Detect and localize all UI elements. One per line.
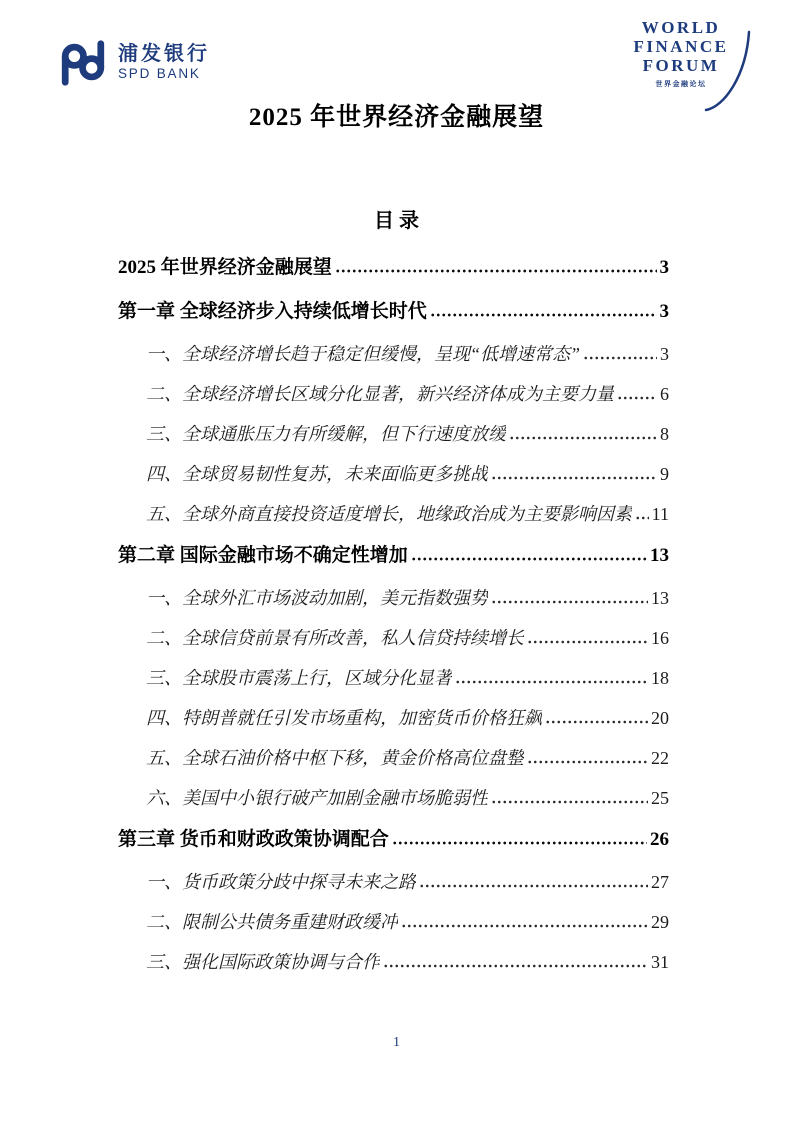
- toc-entry[interactable]: [118, 618, 669, 658]
- toc-entry[interactable]: [118, 414, 669, 454]
- toc-entry-title: 一、货币政策分歧中探寻未来之路: [146, 872, 416, 892]
- toc-entry-page-number: 6: [660, 384, 669, 404]
- toc-entry-page-number: 8: [660, 424, 669, 444]
- spd-bank-name-cn: 浦发银行: [118, 43, 210, 66]
- toc-entry-page-number: 20: [651, 708, 669, 728]
- toc-entry-page-number: 3: [659, 257, 669, 278]
- toc-leader-dots: [401, 924, 648, 928]
- toc-entry-title: 第三章 货币和财政政策协调配合: [118, 829, 389, 850]
- toc-entry-title: 一、全球经济增长趋于稳定但缓慢，呈现“低增速常态”: [146, 344, 581, 364]
- toc-leader-dots: [491, 800, 648, 804]
- toc-entry-title: 三、全球通胀压力有所缓解，但下行速度放缓: [146, 424, 506, 444]
- toc-entry-page-number: 25: [651, 788, 669, 808]
- toc-entry-title: 五、全球石油价格中枢下移，黄金价格高位盘整: [146, 748, 524, 768]
- toc-entry[interactable]: [118, 494, 669, 534]
- toc-entry[interactable]: [118, 902, 669, 942]
- toc-leader-dots: [392, 841, 647, 845]
- toc-entry-page-number: 3: [660, 344, 669, 364]
- toc-entry[interactable]: [118, 818, 669, 862]
- toc-entry-title: 二、限制公共债务重建财政缓冲: [146, 912, 398, 932]
- toc-entry[interactable]: [118, 942, 669, 982]
- toc-entry[interactable]: [118, 738, 669, 778]
- toc-entry-title: 2025 年世界经济金融展望: [118, 257, 332, 278]
- toc-heading: 目 录: [374, 210, 419, 232]
- toc-leader-dots: [491, 476, 657, 480]
- toc-leader-dots: [617, 396, 657, 400]
- toc-leader-dots: [583, 356, 657, 360]
- toc-entry-title: 四、特朗普就任引发市场重构，加密货币价格狂飙: [146, 708, 542, 728]
- toc-entry[interactable]: [118, 862, 669, 902]
- toc-entry-title: 二、全球信贷前景有所改善，私人信贷持续增长: [146, 628, 524, 648]
- toc-list: [118, 246, 669, 982]
- toc-leader-dots: [527, 760, 648, 764]
- toc-entry-title: 一、全球外汇市场波动加剧，美元指数强势: [146, 588, 488, 608]
- toc-leader-dots: [411, 557, 647, 561]
- toc-entry-title: 四、全球贸易韧性复苏，未来面临更多挑战: [146, 464, 488, 484]
- wff-logo-word-3: FORUM: [642, 56, 720, 75]
- toc-entry-page-number: 26: [650, 829, 669, 850]
- wff-logo-word-2: FINANCE: [633, 37, 729, 56]
- spd-bank-logo: [58, 40, 210, 86]
- toc-entry-page-number: 13: [651, 588, 669, 608]
- toc-leader-dots: [430, 313, 657, 317]
- toc-entry[interactable]: [118, 374, 669, 414]
- toc-entry-title: 三、强化国际政策协调与合作: [146, 952, 380, 972]
- toc-entry[interactable]: [118, 246, 669, 290]
- toc-leader-dots: [455, 680, 648, 684]
- toc-entry-title: 三、全球股市震荡上行，区域分化显著: [146, 668, 452, 688]
- world-finance-forum-logo: [624, 18, 738, 89]
- wff-logo-subtitle-cn: 世界金融论坛: [655, 80, 707, 88]
- spd-bank-logo-icon: [58, 40, 108, 86]
- toc-leader-dots: [509, 436, 657, 440]
- toc-entry-page-number: 27: [651, 872, 669, 892]
- toc-entry[interactable]: [118, 334, 669, 374]
- toc-entry-title: 二、全球经济增长区域分化显著，新兴经济体成为主要力量: [146, 384, 614, 404]
- toc-entry-title: 第一章 全球经济步入持续低增长时代: [118, 301, 427, 322]
- toc-entry[interactable]: [118, 454, 669, 494]
- toc-entry[interactable]: [118, 698, 669, 738]
- toc-entry-page-number: 11: [651, 504, 669, 524]
- spd-bank-name-en: SPD BANK: [118, 66, 201, 82]
- toc-entry-page-number: 13: [650, 545, 669, 566]
- toc-entry-page-number: 3: [659, 301, 669, 322]
- toc-entry[interactable]: [118, 534, 669, 578]
- toc-leader-dots: [335, 269, 657, 273]
- toc-entry-page-number: 29: [651, 912, 669, 932]
- toc-entry[interactable]: [118, 578, 669, 618]
- spd-bank-logo-text: [118, 44, 210, 81]
- toc-leader-dots: [527, 640, 648, 644]
- toc-entry-page-number: 18: [651, 668, 669, 688]
- toc-leader-dots: [635, 516, 649, 520]
- toc-entry-page-number: 9: [660, 464, 669, 484]
- toc-entry-page-number: 31: [651, 952, 669, 972]
- toc-entry-title: 第二章 国际金融市场不确定性增加: [118, 545, 408, 566]
- toc-entry-page-number: 22: [651, 748, 669, 768]
- toc-entry[interactable]: [118, 290, 669, 334]
- wff-logo-word-1: WORLD: [641, 18, 721, 37]
- toc-leader-dots: [491, 600, 648, 604]
- toc-leader-dots: [419, 884, 648, 888]
- toc-entry-page-number: 16: [651, 628, 669, 648]
- toc-entry[interactable]: [118, 658, 669, 698]
- toc-leader-dots: [383, 964, 648, 968]
- document-title: 2025 年世界经济金融展望: [248, 104, 545, 131]
- toc-entry[interactable]: [118, 778, 669, 818]
- toc-entry-title: 六、美国中小银行破产加剧金融市场脆弱性: [146, 788, 488, 808]
- page-number: 1: [393, 1035, 400, 1050]
- toc-entry-title: 五、全球外商直接投资适度增长，地缘政治成为主要影响因素: [146, 504, 632, 524]
- toc-leader-dots: [545, 720, 648, 724]
